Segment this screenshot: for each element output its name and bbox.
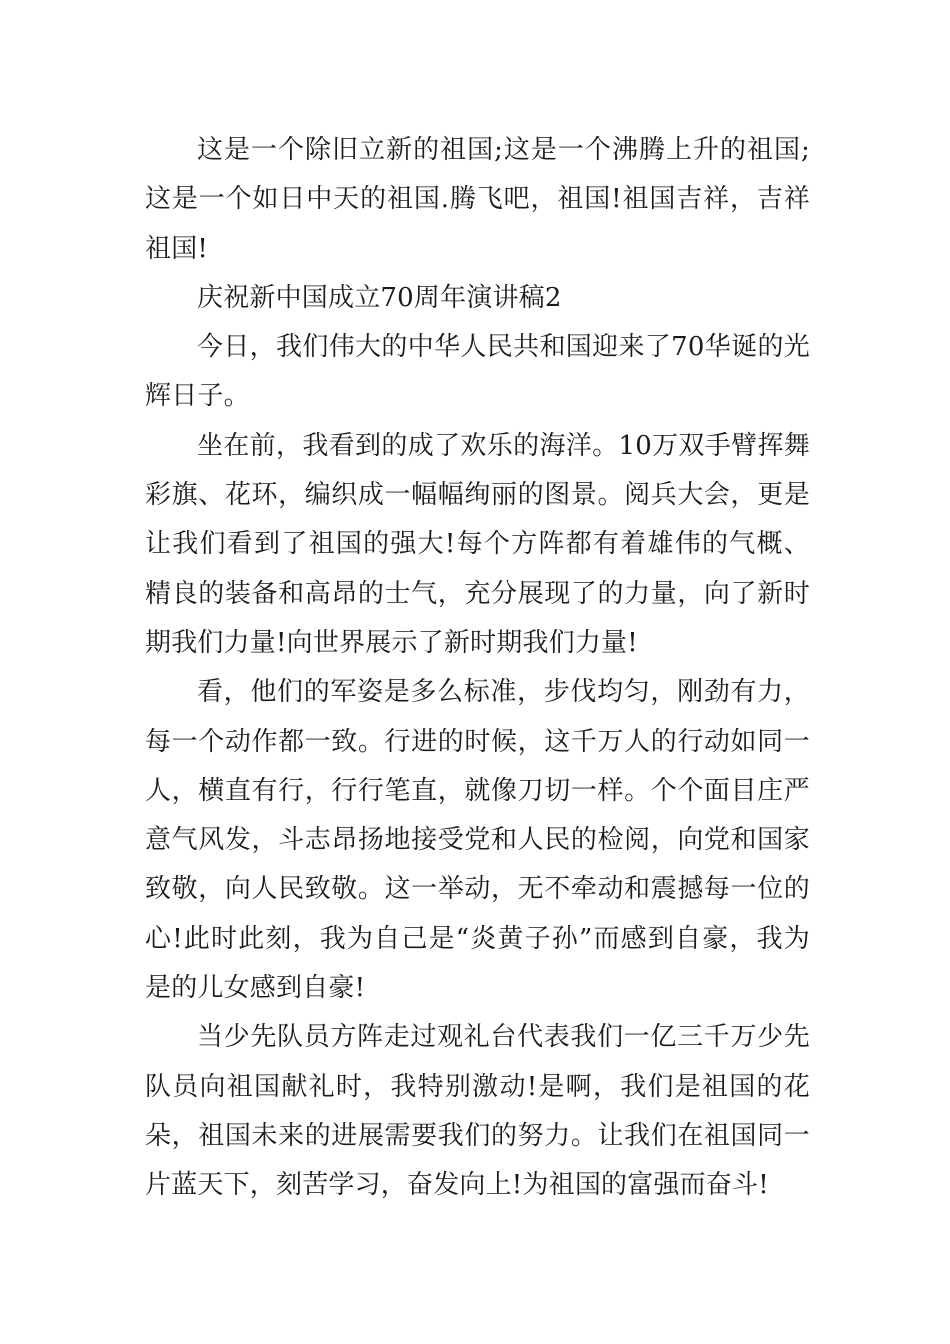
- paragraph-parade-scene: 坐在前，我看到的成了欢乐的海洋。10万双手臂挥舞彩旗、花环，编织成一幅幅绚丽的图景。阅兵大会，更是让我们看到了祖国的强大!每个方阵都有着雄伟的气概、精良的装备和高昂的士气，充分展现了的力量，向了新时期我们力量!向世界展示了新时期我们力量!: [145, 430, 810, 658]
- paragraph-military-posture: 看，他们的军姿是多么标准，步伐均匀，刚劲有力，每一个动作都一致。行进的时候，这千万人的行动如同一人，横直有行，行行笔直，就像刀切一样。个个面目庄严意气风发，斗志昂扬地接受党和人民的检阅，向党和国家致敬，向人民致敬。这一举动，无不牵动和震撼每一位的心!此时此刻，我为自己是“炎黄子孙”而感到自豪，我为是的儿女感到自豪!: [145, 677, 810, 1004]
- paragraph-young-pioneers: 当少先队员方阵走过观礼台代表我们一亿三千万少先队员向祖国献礼时，我特别激动!是啊，我们是祖国的花朵，祖国未来的进展需要我们的努力。让我们在祖国同一片蓝天下，刻苦学习，奋发向上!为祖国的富强而奋斗!: [145, 1022, 810, 1201]
- paragraph-closing-lines: 这是一个除旧立新的祖国;这是一个沸腾上升的祖国;这是一个如日中天的祖国.腾飞吧，祖国!祖国吉祥，吉祥祖国!: [145, 135, 810, 264]
- speech-title: 庆祝新中国成立70周年演讲稿2: [197, 282, 562, 313]
- paragraph-intro: 今日，我们伟大的中华人民共和国迎来了70华诞的光辉日子。: [145, 332, 810, 412]
- document-body: [145, 126, 810, 1211]
